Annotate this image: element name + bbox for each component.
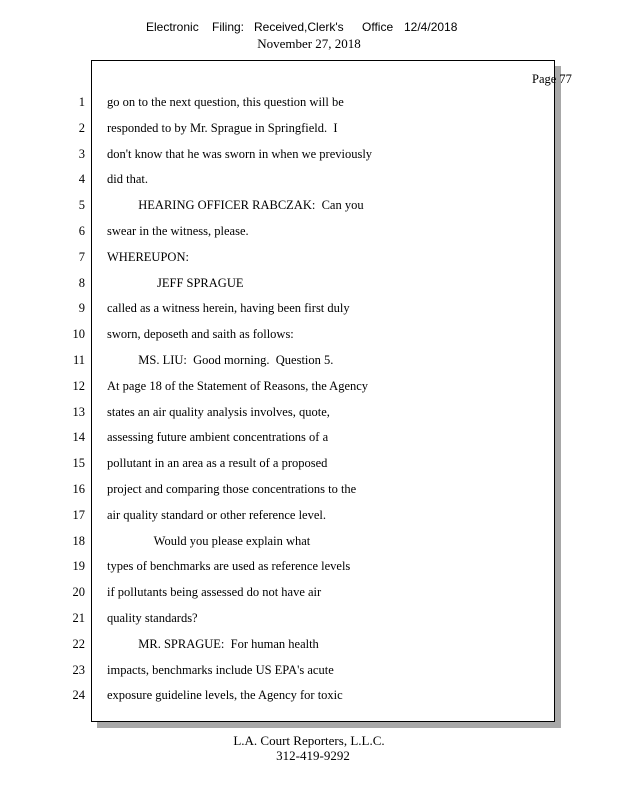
transcript-line: responded to by Mr. Sprague in Springfield. I — [107, 120, 338, 135]
transcript-line: MS. LIU: Good morning. Question 5. — [107, 352, 334, 367]
line-number: 1 — [78, 95, 85, 109]
line-number: 17 — [72, 507, 85, 522]
transcript-line: WHEREUPON: — [107, 249, 189, 264]
line-number: 21 — [72, 610, 85, 625]
transcript-line: if pollutants being assessed do not have air — [107, 585, 322, 600]
line-number: 14 — [72, 430, 85, 445]
line-number: 10 — [72, 327, 85, 342]
stamp-received-clerks: Received,Clerk's — [254, 20, 344, 34]
transcript-line: go on to the next question, this question will be — [107, 95, 344, 109]
transcript-line: JEFF SPRAGUE — [107, 275, 244, 290]
line-number: 7 — [78, 249, 85, 264]
transcript-line: At page 18 of the Statement of Reasons, the Agency — [107, 378, 369, 393]
transcript-line: sworn, deposeth and saith as follows: — [107, 327, 294, 342]
line-number: 15 — [72, 456, 85, 471]
line-number: 18 — [72, 533, 85, 548]
line-number: 3 — [78, 146, 85, 161]
transcript-line: pollutant in an area as a result of a proposed — [107, 456, 328, 471]
stamp-electronic: Electronic — [146, 20, 199, 34]
transcript-line: project and comparing those concentrations to the — [107, 481, 357, 496]
transcript-line: types of benchmarks are used as reference levels — [107, 559, 351, 574]
line-number: 13 — [72, 404, 85, 419]
transcript-line: MR. SPRAGUE: For human health — [107, 636, 319, 651]
line-number: 20 — [72, 585, 85, 600]
transcript-line: exposure guideline levels, the Agency for toxic — [107, 688, 343, 703]
transcript-line: did that. — [107, 172, 148, 187]
line-number: 11 — [72, 352, 85, 367]
transcript-line: assessing future ambient concentrations of a — [107, 430, 329, 445]
filing-stamp — [0, 20, 618, 36]
transcript-line: states an air quality analysis involves, quote, — [107, 404, 330, 419]
line-number-column — [55, 90, 85, 709]
line-number: 12 — [72, 378, 85, 393]
page-number: Page 77 — [532, 72, 572, 86]
transcript-line: swear in the witness, please. — [107, 223, 249, 238]
footer-phone: 312-419-9292 — [276, 748, 350, 763]
line-number: 6 — [78, 223, 85, 238]
transcript-text — [107, 90, 547, 709]
line-number: 8 — [78, 275, 85, 290]
transcript-line: quality standards? — [107, 610, 198, 625]
transcript-line: called as a witness herein, having been first duly — [107, 301, 350, 316]
stamp-date: 12/4/2018 — [404, 20, 458, 34]
line-number: 19 — [72, 559, 85, 574]
transcript-date: November 27, 2018 — [257, 36, 361, 51]
line-number: 16 — [72, 481, 85, 496]
line-number: 24 — [72, 688, 85, 703]
transcript-line: air quality standard or other reference level. — [107, 507, 326, 522]
line-number: 23 — [72, 662, 85, 677]
line-number: 22 — [72, 636, 85, 651]
transcript-line: HEARING OFFICER RABCZAK: Can you — [107, 198, 364, 213]
transcript-line: don't know that he was sworn in when we previously — [107, 146, 373, 161]
line-number: 4 — [78, 172, 85, 187]
footer-company: L.A. Court Reporters, L.L.C. — [233, 733, 385, 748]
transcript-line: Would you please explain what — [107, 533, 311, 548]
stamp-office: Office — [362, 20, 394, 34]
line-number: 5 — [78, 198, 85, 213]
transcript-line: impacts, benchmarks include US EPA's acute — [107, 662, 334, 677]
stamp-filing: Filing: — [212, 20, 245, 34]
line-number: 2 — [78, 120, 85, 135]
line-number: 9 — [78, 301, 85, 316]
